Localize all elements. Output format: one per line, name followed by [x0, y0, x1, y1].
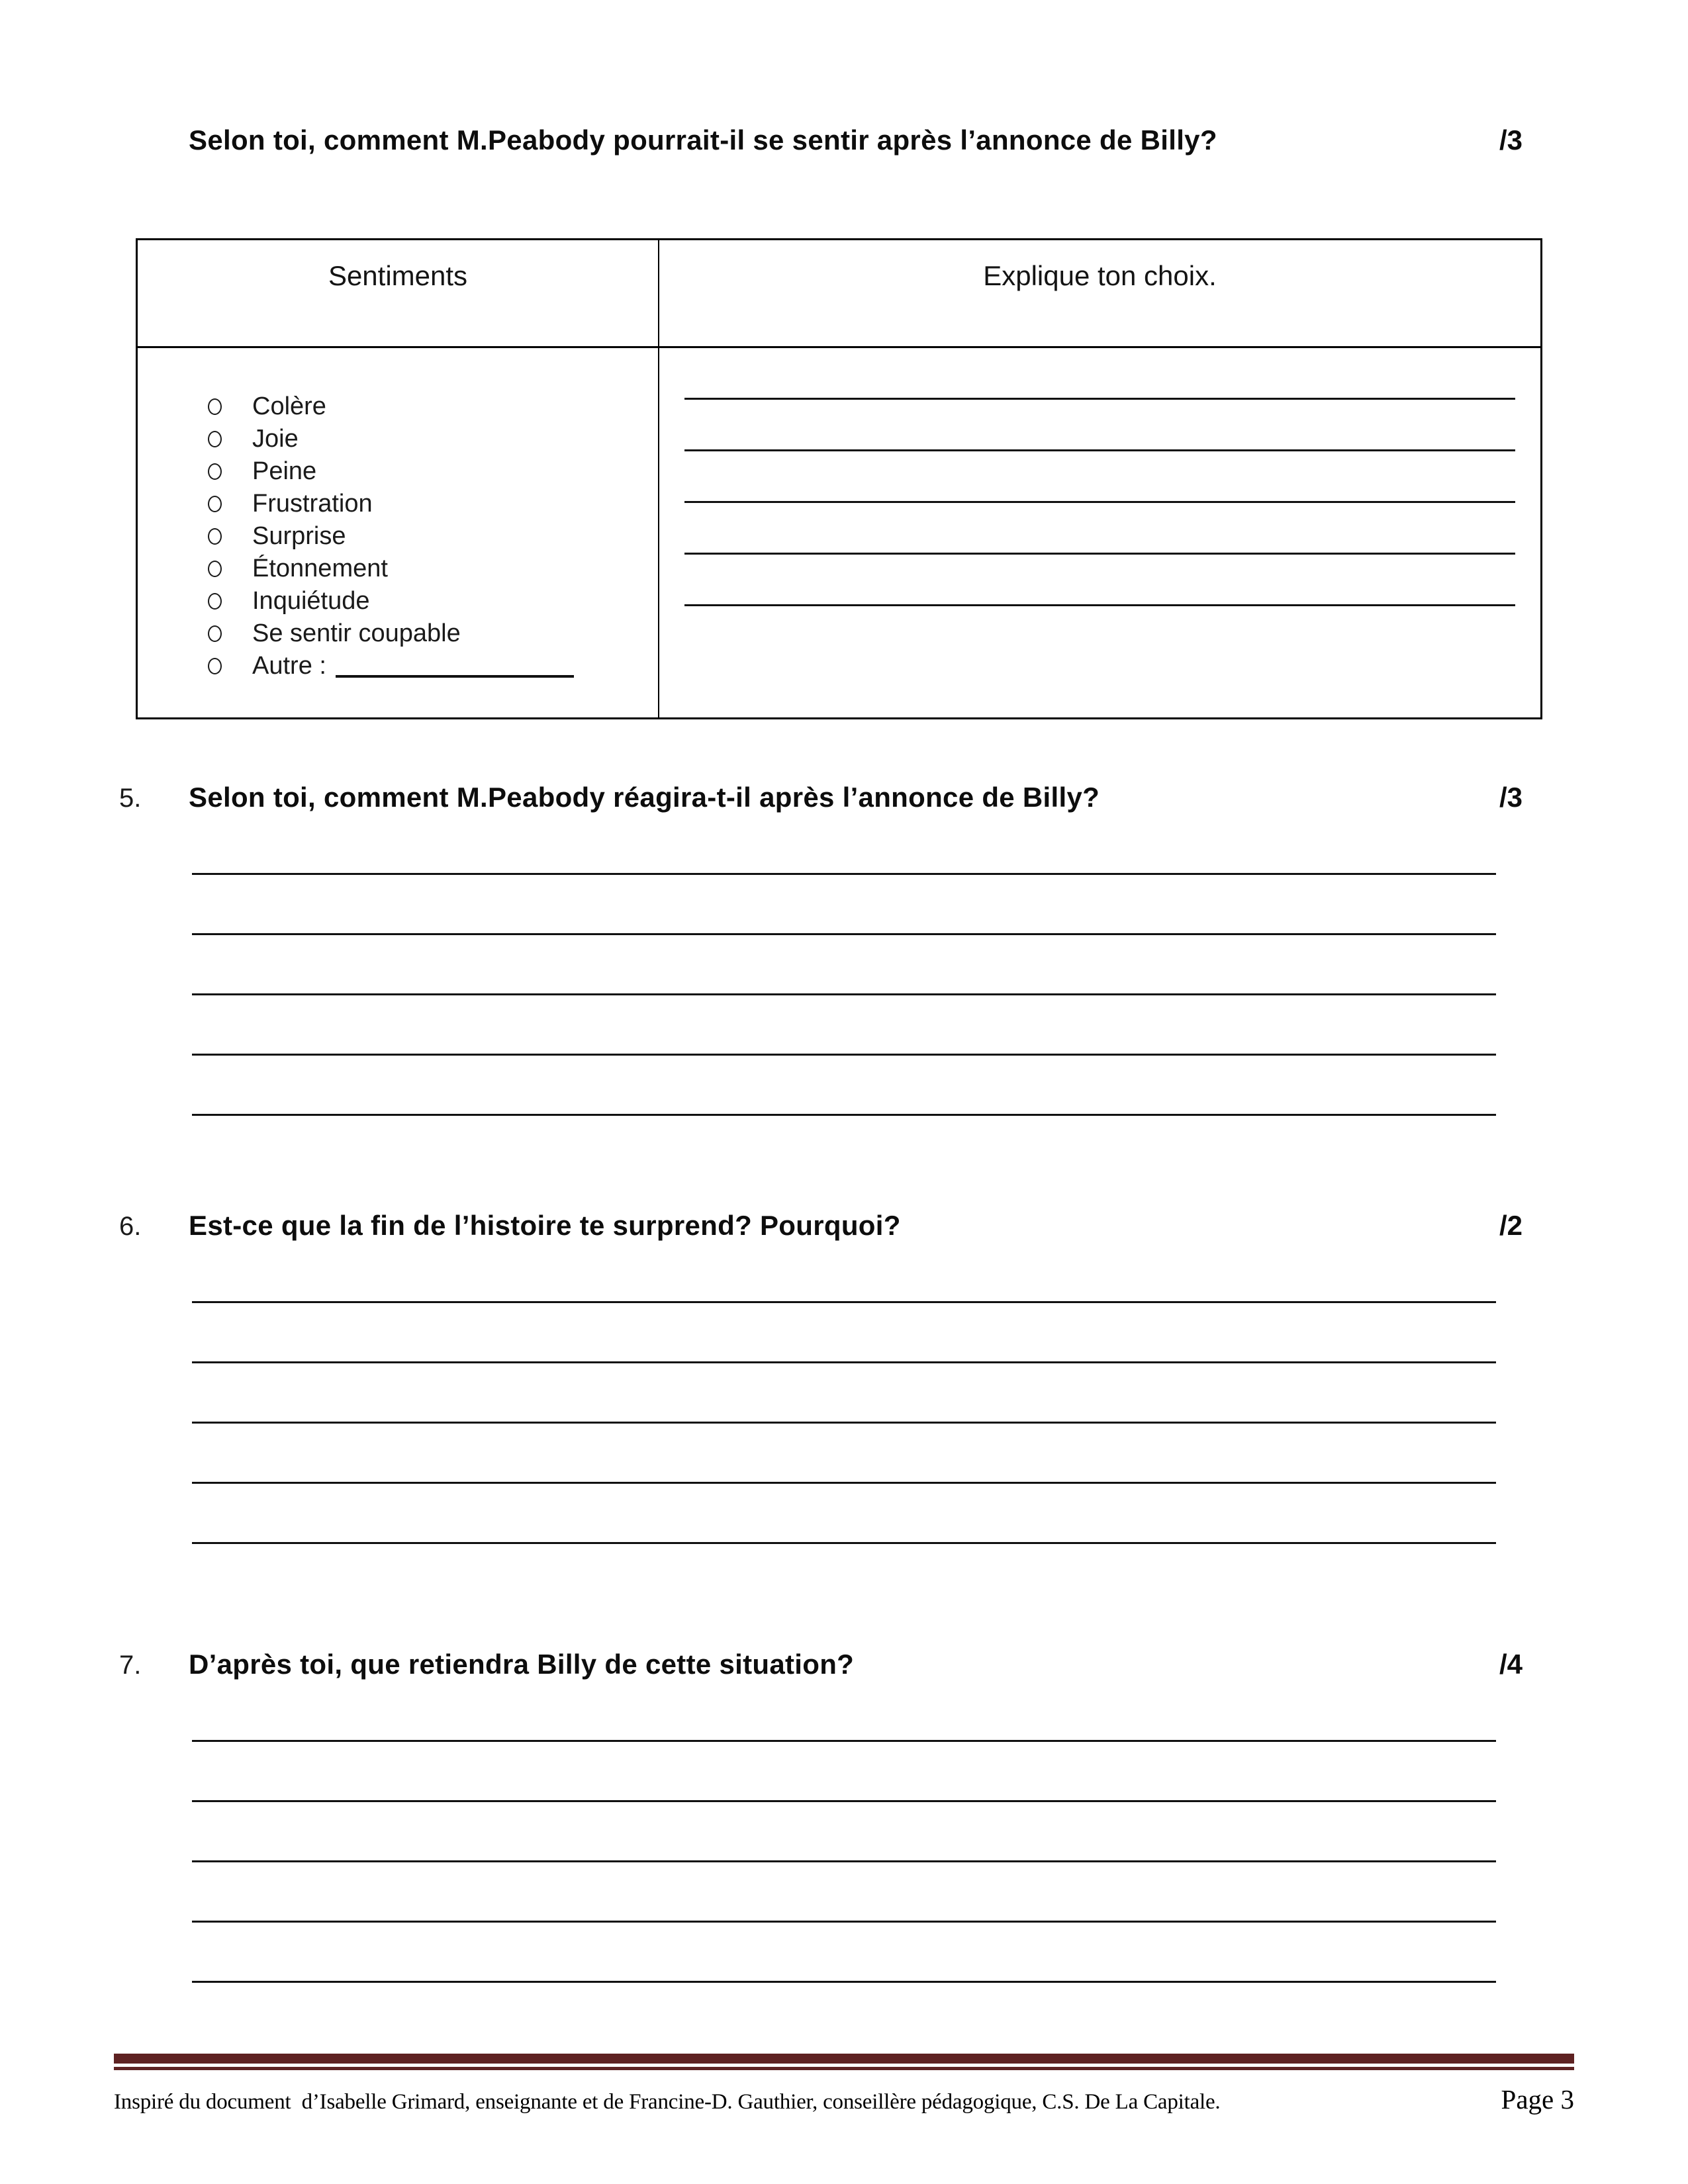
question-6-row [119, 1210, 1589, 1242]
question-5-row [119, 782, 1589, 813]
answer-line[interactable] [192, 1303, 1496, 1363]
question-text: Selon toi, comment M.Peabody réagira-t-il après l’annonce de Billy? [189, 782, 1100, 813]
question-text: D’après toi, que retiendra Billy de cette situation? [189, 1649, 855, 1680]
page-footer [114, 2054, 1574, 2115]
answer-line[interactable] [192, 1682, 1496, 1742]
option-joie[interactable] [208, 423, 658, 455]
page-number: Page 3 [1501, 2084, 1574, 2115]
answer-line[interactable] [192, 935, 1496, 995]
answer-line[interactable] [192, 1056, 1496, 1116]
option-label: Frustration [252, 490, 373, 518]
question-score: /2 [1499, 1210, 1523, 1241]
answer-line[interactable] [192, 995, 1496, 1056]
option-checkbox-icon[interactable] [208, 431, 222, 447]
option-label: Surprise [252, 522, 346, 550]
option-peine[interactable] [208, 455, 658, 488]
question-number: 5. [119, 784, 142, 813]
column-header-explique: Explique ton choix. [983, 260, 1217, 291]
question-number: 7. [119, 1651, 142, 1680]
question-7-row [119, 1649, 1589, 1680]
answer-line[interactable] [684, 400, 1515, 451]
answer-line[interactable] [684, 555, 1515, 606]
option-checkbox-icon[interactable] [208, 528, 222, 545]
footer-rule-thick [114, 2054, 1574, 2064]
answer-line[interactable] [192, 1862, 1496, 1923]
option-checkbox-icon[interactable] [208, 625, 222, 642]
option-colere[interactable] [208, 390, 658, 423]
option-label: Étonnement [252, 555, 388, 582]
question-text: Selon toi, comment M.Peabody pourrait-il se sentir après l’annonce de Billy? [189, 124, 1217, 156]
footer-credit: Inspiré du document d’Isabelle Grimard, enseignante et de Francine-D. Gauthier, conseillère pédagogique, C.S. De La Capitale. [114, 2090, 1221, 2114]
option-checkbox-icon[interactable] [208, 658, 222, 674]
answer-line[interactable] [192, 1742, 1496, 1802]
autre-fill-line[interactable] [336, 655, 574, 678]
option-checkbox-icon[interactable] [208, 561, 222, 577]
option-se-sentir-coupable[interactable] [208, 617, 658, 650]
option-autre[interactable] [208, 650, 658, 682]
answer-line[interactable] [684, 503, 1515, 555]
column-header-sentiments: Sentiments [138, 240, 659, 346]
answer-line[interactable] [192, 1802, 1496, 1862]
option-frustration[interactable] [208, 488, 658, 520]
sentiments-table [136, 238, 1542, 719]
option-label: Peine [252, 457, 317, 485]
option-label: Joie [252, 425, 299, 453]
explique-answer-cell [659, 348, 1540, 717]
sentiments-options-cell [138, 348, 659, 717]
question-score: /3 [1499, 124, 1523, 156]
table-body-row [138, 348, 1540, 717]
option-checkbox-icon[interactable] [208, 496, 222, 512]
option-label: Colère [252, 392, 326, 420]
answer-line[interactable] [192, 875, 1496, 935]
question-number: 6. [119, 1212, 142, 1241]
option-inquietude[interactable] [208, 585, 658, 617]
question-6-answer-lines [192, 1243, 1496, 1544]
option-etonnement[interactable] [208, 553, 658, 585]
answer-line[interactable] [684, 451, 1515, 503]
answer-line[interactable] [192, 1363, 1496, 1424]
option-checkbox-icon[interactable] [208, 463, 222, 480]
answer-line[interactable] [192, 1923, 1496, 1983]
answer-line[interactable] [192, 1243, 1496, 1303]
question-text: Est-ce que la fin de l’histoire te surprend? Pourquoi? [189, 1210, 901, 1241]
answer-line[interactable] [684, 348, 1515, 400]
question-score: /4 [1499, 1649, 1523, 1680]
option-checkbox-icon[interactable] [208, 593, 222, 610]
answer-line[interactable] [192, 1484, 1496, 1544]
option-label: Se sentir coupable [252, 619, 461, 647]
option-checkbox-icon[interactable] [208, 398, 222, 415]
question-5-answer-lines [192, 815, 1496, 1116]
question-score: /3 [1499, 782, 1523, 813]
question-4-row [119, 124, 1589, 156]
answer-line[interactable] [192, 1424, 1496, 1484]
table-header-row [138, 240, 1540, 348]
page-content [119, 0, 1589, 1983]
footer-rule-thin [114, 2067, 1574, 2070]
answer-line[interactable] [192, 815, 1496, 875]
question-7-answer-lines [192, 1682, 1496, 1983]
option-label: Inquiétude [252, 587, 370, 615]
option-surprise[interactable] [208, 520, 658, 553]
option-label: Autre : [252, 652, 326, 680]
footer-text-row [114, 2083, 1574, 2115]
